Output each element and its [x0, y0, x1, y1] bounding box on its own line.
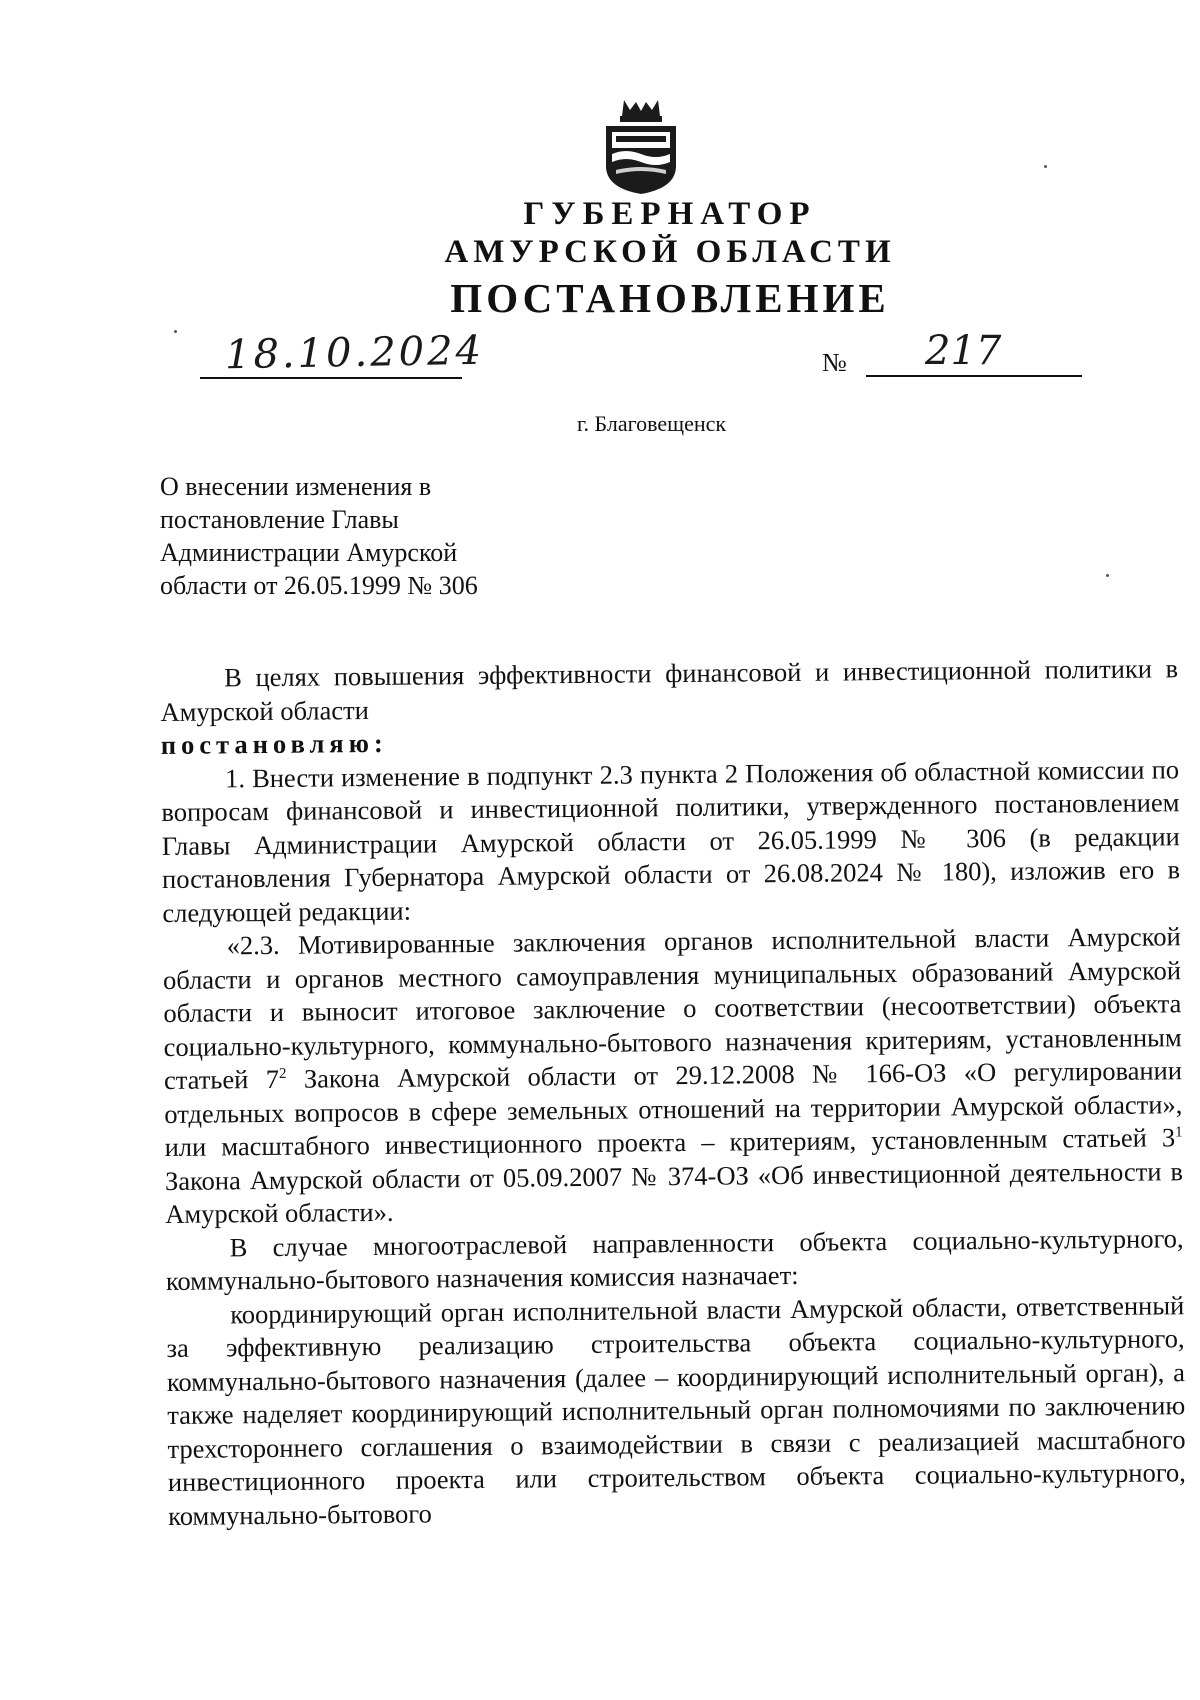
- quote-superscript-1: 2: [278, 1065, 287, 1083]
- city: г. Благовещенск: [577, 411, 727, 436]
- header-doc-type: ПОСТАНОВЛЕНИЕ: [450, 275, 890, 321]
- coat-of-arms-icon: [600, 96, 682, 196]
- subject-line: постановление Главы: [160, 505, 399, 534]
- document-subject: [160, 470, 478, 602]
- number-underline: [866, 375, 1082, 377]
- quoted-subclause: [163, 920, 1184, 1231]
- document-body: [160, 652, 1186, 1533]
- document-date: 18.10.2024: [224, 327, 485, 379]
- scan-speck: [1106, 574, 1109, 577]
- header-region: АМУРСКОЙ ОБЛАСТИ: [444, 234, 896, 270]
- paragraph-multi-sector: В случае многоотраслевой направленности объекта социально-культурного, коммунально-бытового назначения комиссия назначает:: [165, 1222, 1184, 1296]
- paragraph-coordinating-body: координирующий орган исполнительной власти Амурской области, ответственный за эффективную реализацию строительства объекта социально-культурного, коммунально-бытового назначения (далее – координирующий исполнительный орган), а также наделяет координирующий исполнительный орган полномочиями по заключению трехстороннего соглашения о взаимодействии в связи с реализацией масштабного инвестиционного проекта или строительством объекта социально-культурного, коммунально-бытового: [166, 1289, 1186, 1531]
- scan-speck: [174, 330, 177, 333]
- preamble: В целях повышения эффективности финансовой и инвестиционной политики в Амурской области: [160, 653, 1179, 727]
- resolve-word: постановляю:: [160, 727, 388, 760]
- scan-speck: [1044, 165, 1047, 168]
- quote-text-1: «2.3. Мотивированные заключения органов исполнительной власти Амурской области и органов местного самоуправления муниципальных образований Амурской области и выносит итоговое заключение о соответствии (несоответствии) объекта социально-культурного, коммунально-бытового назначения критериям, установленным статьей 7: [162, 921, 1182, 1095]
- header-governor: ГУБЕРНАТОР: [523, 196, 817, 232]
- subject-line: области от 26.05.1999 № 306: [160, 571, 478, 600]
- quote-text-2: Закона Амурской области от 29.12.2008 № 166-ОЗ «О регулировании отдельных вопросов в сфере земельных отношений на территории Амурской области», или масштабного инвестиционного проекта – критериям, установленным статьей 3: [164, 1055, 1183, 1162]
- subject-line: О внесении изменения в: [160, 472, 432, 501]
- quote-text-3: Закона Амурской области от 05.09.2007 № 374-ОЗ «Об инвестиционной деятельности в Амурской области».: [164, 1155, 1184, 1229]
- number-label: №: [822, 348, 847, 377]
- item-1: 1. Внести изменение в подпункт 2.3 пункта 2 Положения об областной комиссии по вопросам финансовой и инвестиционной политики, утвержденного постановлением Главы Администрации Амурской области от 26.05.1999 № 306 (в редакции постановления Губернатора Амурской области от 26.08.2024 № 180), изложив его в следующей редакции:: [161, 753, 1181, 928]
- document-number: 217: [925, 328, 1002, 374]
- subject-line: Администрации Амурской: [160, 538, 458, 567]
- quote-superscript-2: 1: [1174, 1124, 1183, 1141]
